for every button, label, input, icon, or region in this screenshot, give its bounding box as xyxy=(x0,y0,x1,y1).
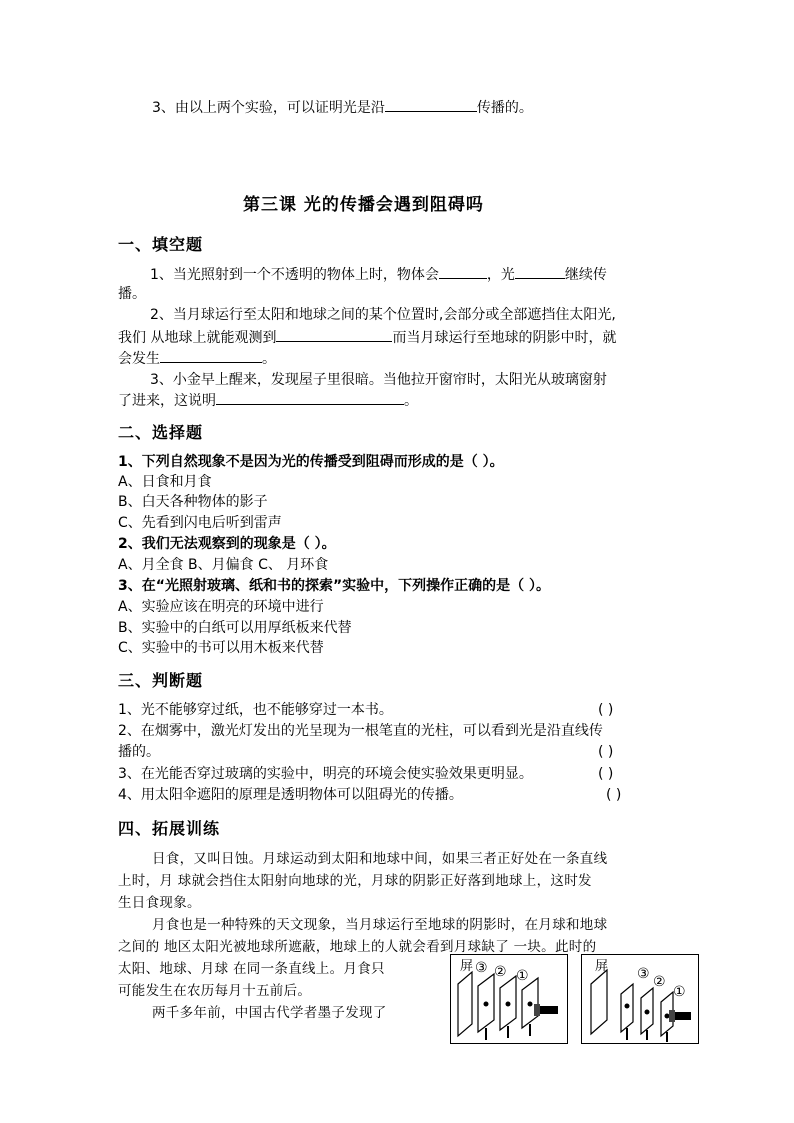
judge-q3-answer-bracket[interactable]: ( ) xyxy=(598,766,614,782)
section-heading-extend: 四、拓展训练 xyxy=(118,819,221,838)
choice-q3: 3、在“光照射玻璃、纸和书的探索”实验中，下列操作正确的是（ ）。 xyxy=(118,578,551,594)
judge-q2-line2: 播的。 xyxy=(118,744,160,760)
section-heading-judge: 三、判断题 xyxy=(118,671,204,690)
answer-blank[interactable] xyxy=(385,97,477,112)
figure-label-2: ② xyxy=(494,964,507,980)
judge-q1-answer-bracket[interactable]: ( ) xyxy=(598,702,614,718)
figure-label-screen: 屏 xyxy=(460,959,474,974)
judge-q3: 3、在光能否穿过玻璃的实验中，明亮的环境会使实验效果更明显。 xyxy=(118,766,533,782)
fill-q2-text-c: 而当月球运行至地球的阴影中时，就 xyxy=(392,330,617,346)
fill-q1-line2: 播。 xyxy=(118,286,146,302)
answer-blank[interactable] xyxy=(276,327,392,342)
extend-paragraph-line: 之间的 地区太阳光被地球所遮蔽，地球上的人就会看到月球缺了 一块。此时的 xyxy=(118,939,597,955)
figure-label-3: ③ xyxy=(475,960,488,976)
choice-q1-option-c[interactable]: C、先看到闪电后听到雷声 xyxy=(118,515,282,531)
fill-q3-text-c: 。 xyxy=(404,393,418,409)
flashlight-shape xyxy=(673,1012,691,1020)
figure-label-3: ③ xyxy=(637,966,650,982)
figure-label-1: ① xyxy=(516,968,529,984)
fill-q2-line3 xyxy=(118,348,276,369)
answer-blank[interactable] xyxy=(216,390,404,405)
fill-q3-text-b: 了进来，这说明 xyxy=(118,393,216,409)
choice-q1: 1、下列自然现象不是因为光的传播受到阻碍而形成的是（ ）。 xyxy=(118,454,504,470)
extend-paragraph-line: 太阳、地球、月球 在同一条直线上。月食只 xyxy=(118,961,385,977)
extend-paragraph-line: 上时，月 球就会挡住太阳射向地球的光，月球的阴影正好落到地球上，这时发 xyxy=(118,873,592,889)
figure-label-2: ② xyxy=(653,974,666,990)
fill-q1-text-a: 1、当光照射到一个不透明的物体上时，物体会 xyxy=(150,267,439,283)
judge-q4-answer-bracket[interactable]: ( ) xyxy=(606,787,622,803)
extend-paragraph-line: 月食也是一种特殊的天文现象，当月球运行至地球的阴影时，在月球和地球 xyxy=(152,917,608,933)
choice-q3-option-a[interactable]: A、实验应该在明亮的环境中进行 xyxy=(118,599,324,615)
answer-blank[interactable] xyxy=(439,264,487,279)
intro-q3-suffix: 传播的。 xyxy=(476,100,533,116)
experiment-figure-right xyxy=(581,954,699,1044)
fill-q3-line2 xyxy=(118,390,418,411)
judge-q1: 1、光不能够穿过纸，也不能够穿过一本书。 xyxy=(118,702,393,718)
flashlight-shape xyxy=(538,1006,558,1014)
choice-q2: 2、我们无法观察到的现象是（ ）。 xyxy=(118,536,336,552)
figure-label-screen: 屏 xyxy=(595,959,609,974)
section-heading-fill: 一、填空题 xyxy=(118,235,204,254)
experiment-figure-left xyxy=(450,954,568,1044)
judge-q2-answer-bracket[interactable]: ( ) xyxy=(598,744,614,760)
fill-q2-line1: 2、当月球运行至太阳和地球之间的某个位置时,会部分或全部遮挡住太阳光, xyxy=(150,307,616,323)
figure-label-1: ① xyxy=(673,984,686,1000)
fill-q3-line1: 3、小金早上醒来，发现屋子里很暗。当他拉开窗帘时，太阳光从玻璃窗射 xyxy=(150,372,607,388)
fill-q2-text-d: 会发生 xyxy=(118,351,160,367)
extend-paragraph-line: 可能发生在农历每月十五前后。 xyxy=(118,983,312,999)
choice-q1-option-a[interactable]: A、日食和月食 xyxy=(118,474,212,490)
choice-q3-option-c[interactable]: C、实验中的书可以用木板来代替 xyxy=(118,640,324,656)
fill-q2-text-e: 。 xyxy=(262,351,276,367)
intro-q3-prefix: 3、由以上两个实验，可以证明光是沿 xyxy=(152,100,385,116)
lesson-title: 第三课 光的传播会遇到阻碍吗 xyxy=(243,195,484,215)
answer-blank[interactable] xyxy=(160,348,262,363)
extend-paragraph-line: 生日食现象。 xyxy=(118,895,201,911)
judge-q2-line1: 2、在烟雾中，激光灯发出的光呈现为一根笔直的光柱，可以看到光是沿直线传 xyxy=(118,723,603,739)
section-heading-choice: 二、选择题 xyxy=(118,423,204,442)
extend-paragraph-line: 日食，又叫日蚀。月球运动到太阳和地球中间，如果三者正好处在一条直线 xyxy=(152,851,608,867)
intro-question-3 xyxy=(152,97,533,118)
extend-paragraph-line: 两千多年前，中国古代学者墨子发现了 xyxy=(152,1005,387,1021)
judge-q4: 4、用太阳伞遮阳的原理是透明物体可以阻碍光的传播。 xyxy=(118,787,463,803)
fill-q2-text-b: 我们 从地球上就能观测到 xyxy=(118,330,277,346)
fill-q1-text-b: ，光 xyxy=(486,267,515,283)
fill-q1-line1 xyxy=(150,264,607,285)
screen-shape xyxy=(458,972,472,1036)
answer-blank[interactable] xyxy=(515,264,565,279)
fill-q1-text-c: 继续传 xyxy=(564,267,607,283)
choice-q3-option-b[interactable]: B、实验中的白纸可以用厚纸板来代替 xyxy=(118,620,352,636)
choice-q2-options[interactable]: A、月全食 B、月偏食 C、 月环食 xyxy=(118,557,329,573)
choice-q1-option-b[interactable]: B、白天各种物体的影子 xyxy=(118,494,268,510)
fill-q2-line2 xyxy=(118,327,616,348)
